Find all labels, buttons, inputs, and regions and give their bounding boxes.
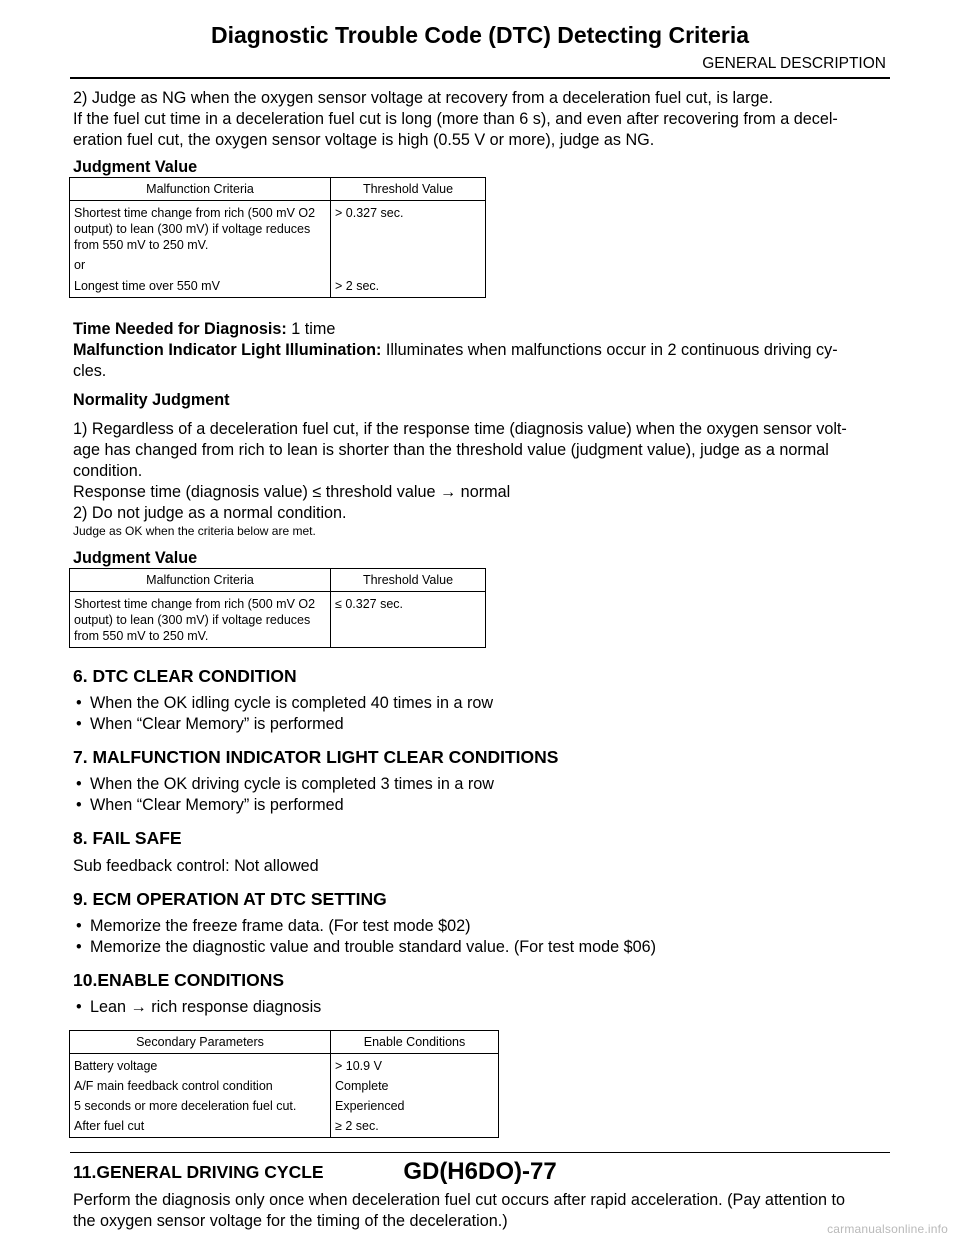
section-heading: 11.GENERAL DRIVING CYCLE (73, 1162, 324, 1182)
column-header: Threshold Value (331, 178, 486, 201)
table-row (70, 1054, 499, 1077)
table-cell: > 2 sec. (331, 275, 486, 298)
intro-line: eration fuel cut, the oxygen sensor voltage is high (0.55 V or more), judge as NG. (73, 131, 655, 149)
table-cell: After fuel cut (70, 1116, 331, 1138)
judgment-table (69, 177, 486, 298)
normality-note: Judge as OK when the criteria below are met. (73, 524, 316, 538)
driving-cycle-text: the oxygen sensor voltage for the timing of the deceleration.) (73, 1212, 508, 1230)
column-header: Malfunction Criteria (70, 569, 331, 592)
footer-divider (70, 1152, 890, 1153)
page-number: GD(H6DO)-77 (403, 1158, 557, 1185)
table-cell: Shortest time change from rich (500 mV O2 output) to lean (300 mV) if voltage reduces from 550 mV to 250 mV. (70, 201, 331, 256)
column-header: Secondary Parameters (70, 1031, 331, 1054)
table-cell: > 10.9 V (331, 1054, 499, 1077)
time-needed-label: Time Needed for Diagnosis: (73, 320, 287, 338)
bullet-list (73, 997, 888, 1018)
table-row (70, 1116, 499, 1138)
list-item: • Lean → rich response diagnosis (73, 997, 888, 1018)
column-header: Malfunction Criteria (70, 178, 331, 201)
normality-heading: Normality Judgment (73, 391, 230, 409)
intro-line: 2) Judge as NG when the oxygen sensor voltage at recovery from a deceleration fuel cut, is large. (73, 89, 774, 107)
table-cell: ≤ 0.327 sec. (331, 592, 486, 648)
table-cell: Battery voltage (70, 1054, 331, 1077)
list-item: • When “Clear Memory” is performed (73, 795, 888, 816)
normality-text: 1) Regardless of a deceleration fuel cut, if the response time (diagnosis value) when the oxygen sensor volt- (73, 420, 847, 438)
list-item: • When the OK driving cycle is completed 3 times in a row (73, 774, 888, 795)
header-divider (70, 77, 890, 79)
normality-formula: Response time (diagnosis value) ≤ threshold value → normal (73, 483, 511, 501)
table-cell: Complete (331, 1076, 499, 1096)
table-cell: or (70, 255, 331, 275)
list-item: • Memorize the diagnostic value and trouble standard value. (For test mode $06) (73, 937, 888, 958)
normality-text: age has changed from rich to lean is shorter than the threshold value (judgment value), judge as a normal (73, 441, 829, 459)
normality-text: condition. (73, 462, 143, 480)
bullet-list (73, 916, 888, 958)
column-header: Threshold Value (331, 569, 486, 592)
table-row (70, 1096, 499, 1116)
section-heading: 10.ENABLE CONDITIONS (73, 970, 284, 990)
column-header: Enable Conditions (331, 1031, 499, 1054)
judgment-table (69, 568, 486, 648)
mil-line (73, 340, 888, 361)
section-heading: 9. ECM OPERATION AT DTC SETTING (73, 889, 387, 909)
table-cell: > 0.327 sec. (331, 201, 486, 256)
bullet-list (73, 774, 888, 816)
table-cell: A/F main feedback control condition (70, 1076, 331, 1096)
time-needed-line (73, 319, 888, 340)
table-cell: Shortest time change from rich (500 mV O2 output) to lean (300 mV) if voltage reduces from 550 mV to 250 mV. (70, 592, 331, 648)
table-cell: 5 seconds or more deceleration fuel cut. (70, 1096, 331, 1116)
mil-value: Illuminates when malfunctions occur in 2 continuous driving cy- (381, 341, 838, 359)
table-cell: ≥ 2 sec. (331, 1116, 499, 1138)
page-title: Diagnostic Trouble Code (DTC) Detecting Criteria (211, 22, 749, 48)
mil-label: Malfunction Indicator Light Illumination: (73, 341, 382, 359)
list-item: • When the OK idling cycle is completed 40 times in a row (73, 693, 888, 714)
judgment-value-heading: Judgment Value (73, 158, 198, 176)
mil-line-continued: cles. (73, 362, 107, 380)
watermark: carmanualsonline.info (827, 1222, 948, 1236)
section-label: GENERAL DESCRIPTION (702, 55, 886, 72)
normality-text: 2) Do not judge as a normal condition. (73, 504, 347, 522)
fail-safe-text: Sub feedback control: Not allowed (73, 857, 319, 875)
table-row (70, 1076, 499, 1096)
intro-line: If the fuel cut time in a deceleration fuel cut is long (more than 6 s), and even after recovering from a decel- (73, 110, 838, 128)
bullet-list (73, 693, 888, 735)
list-item: • When “Clear Memory” is performed (73, 714, 888, 735)
table-cell: Longest time over 550 mV (70, 275, 331, 298)
driving-cycle-text: Perform the diagnosis only once when deceleration fuel cut occurs after rapid acceleration. (Pay attention to (73, 1191, 846, 1209)
section-heading: 6. DTC CLEAR CONDITION (73, 666, 297, 686)
judgment-value-heading: Judgment Value (73, 549, 198, 567)
list-item: • Memorize the freeze frame data. (For test mode $02) (73, 916, 888, 937)
enable-conditions-table (69, 1030, 499, 1138)
section-heading: 7. MALFUNCTION INDICATOR LIGHT CLEAR CONDITIONS (73, 747, 559, 767)
time-needed-value: 1 time (286, 320, 336, 338)
section-heading: 8. FAIL SAFE (73, 828, 182, 848)
page-content (73, 88, 888, 1232)
table-cell: Experienced (331, 1096, 499, 1116)
